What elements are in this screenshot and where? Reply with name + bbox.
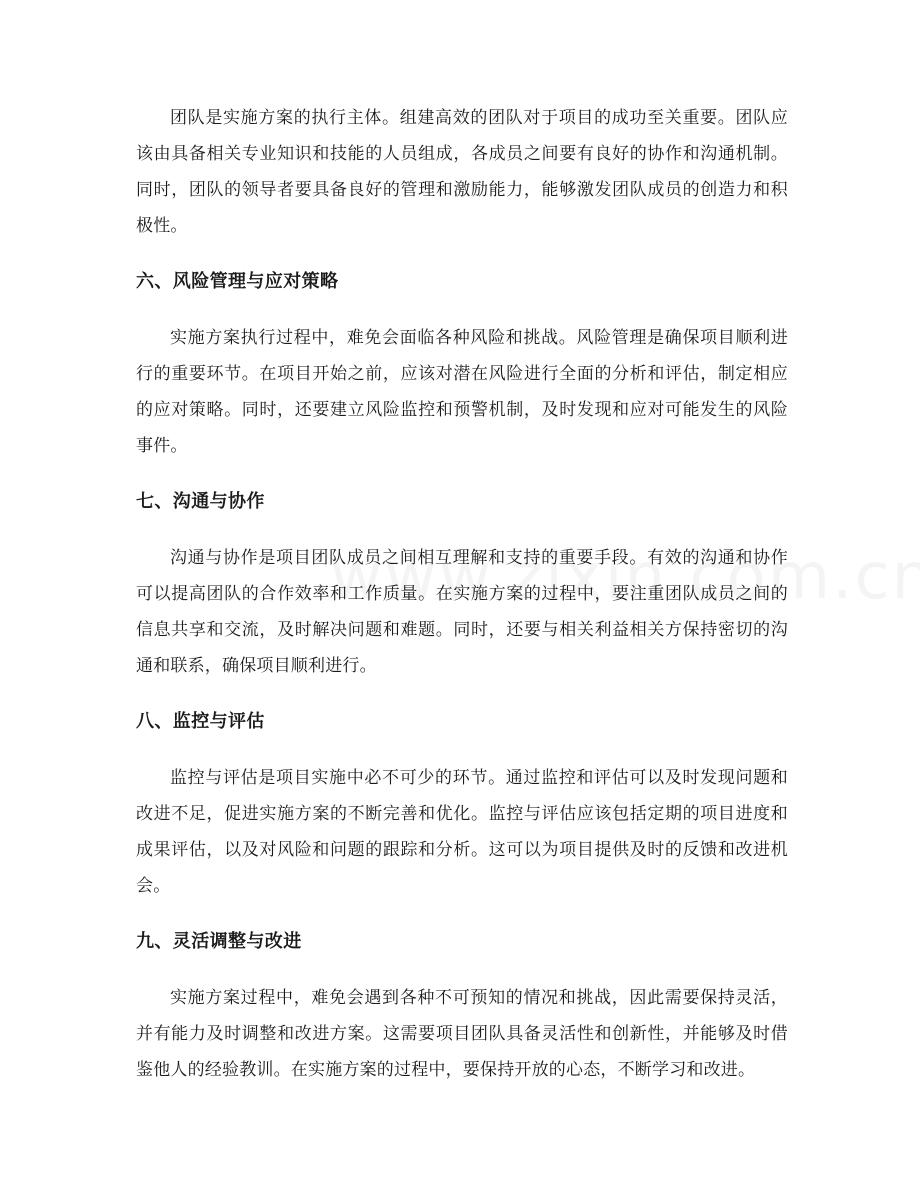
paragraph-monitoring: 监控与评估是项目实施中必不可少的环节。通过监控和评估可以及时发现问题和改进不足，促进实施方案的不断完善和优化。监控与评估应该包括定期的项目进度和成果评估，以及对风险和问题的跟踪和分析。这可以为项目提供及时的反馈和改进机会。 xyxy=(136,768,788,896)
paragraph-team: 团队是实施方案的执行主体。组建高效的团队对于项目的成功至关重要。团队应该由具备相关专业知识和技能的人员组成，各成员之间要有良好的协作和沟通机制。同时，团队的领导者要具备良好的管理和激励能力，能够激发团队成员的创造力和积极性。 xyxy=(136,108,788,236)
heading-monitoring: 八、监控与评估 xyxy=(136,711,265,732)
paragraph-adjustment: 实施方案过程中，难免会遇到各种不可预知的情况和挑战，因此需要保持灵活，并有能力及时调整和改进方案。这需要项目团队具备灵活性和创新性，并能够及时借鉴他人的经验教训。在实施方案的过程中，要保持开放的心态，不断学习和改进。 xyxy=(136,988,788,1080)
heading-adjustment: 九、灵活调整与改进 xyxy=(136,931,302,952)
paragraph-risk-management: 实施方案执行过程中，难免会面临各种风险和挑战。风险管理是确保项目顺利进行的重要环节。在项目开始之前，应该对潜在风险进行全面的分析和评估，制定相应的应对策略。同时，还要建立风险监控和预警机制，及时发现和应对可能发生的风险事件。 xyxy=(136,328,788,456)
document-body xyxy=(136,100,788,1088)
heading-risk-management: 六、风险管理与应对策略 xyxy=(136,271,339,292)
heading-communication: 七、沟通与协作 xyxy=(136,491,265,512)
paragraph-communication: 沟通与协作是项目团队成员之间相互理解和支持的重要手段。有效的沟通和协作可以提高团队的合作效率和工作质量。在实施方案的过程中，要注重团队成员之间的信息共享和交流，及时解决问题和难题。同时，还要与相关利益相关方保持密切的沟通和联系，确保项目顺利进行。 xyxy=(136,548,788,676)
